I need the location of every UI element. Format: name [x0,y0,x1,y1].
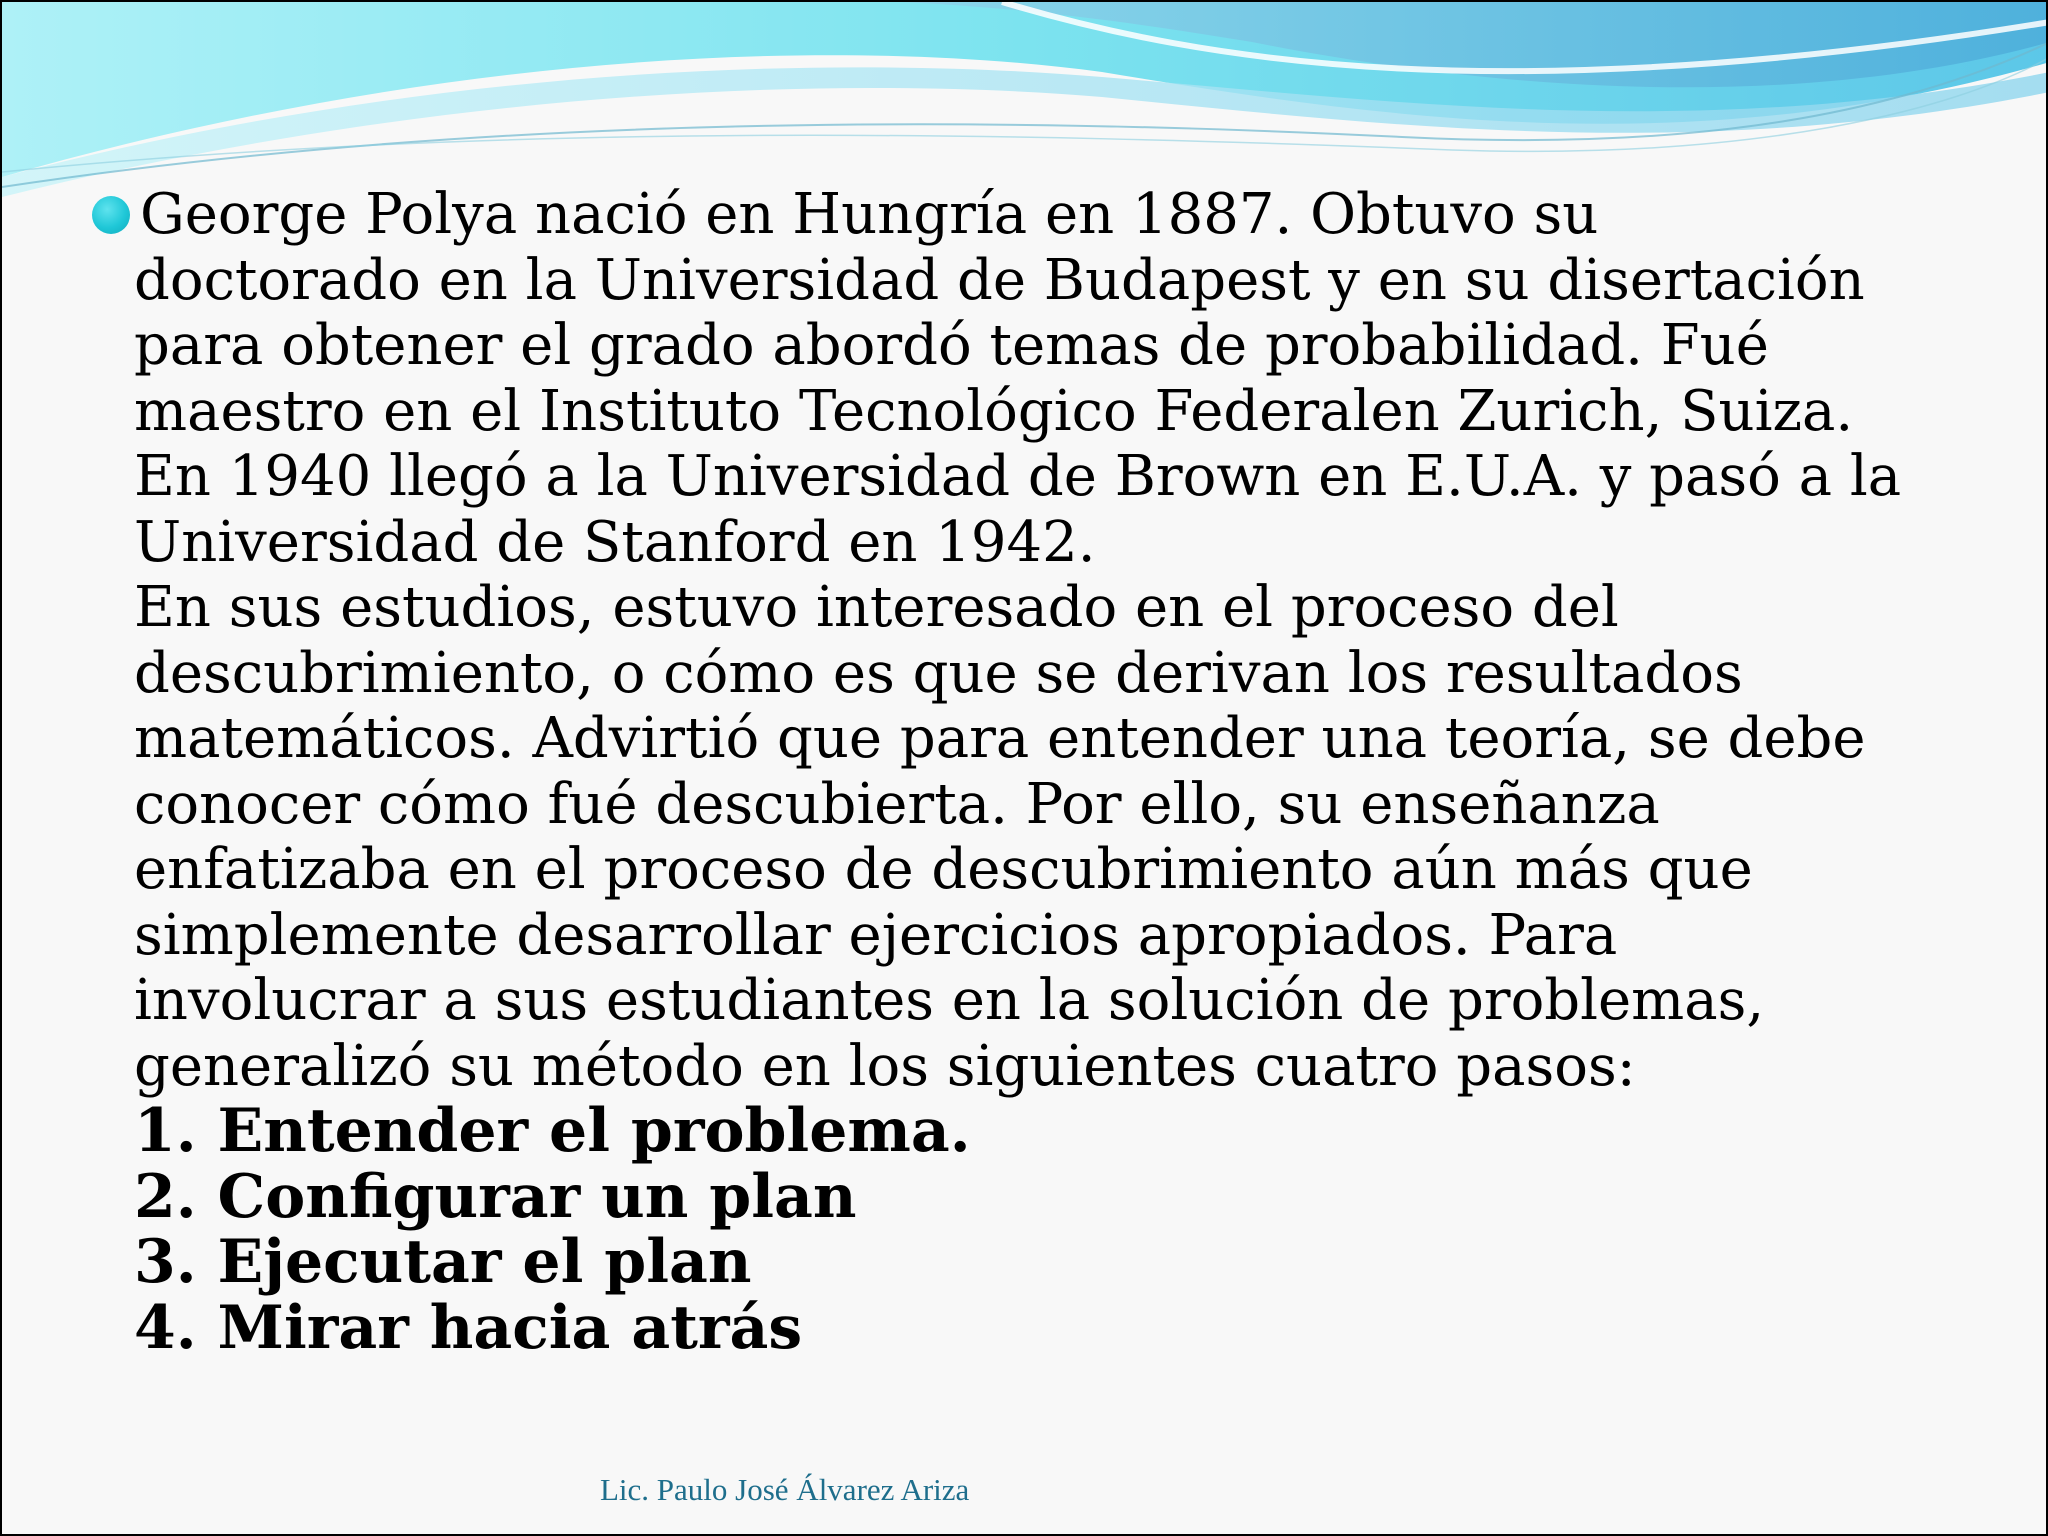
slide-content [92,182,1992,1361]
paragraph-line: doctorado en la Universidad de Budapest y en su disertación [134,247,1865,313]
step-item: 4. Mirar hacia atrás [134,1292,803,1363]
paragraph-line: involucrar a sus estudiantes en la solución de problemas, [134,968,1765,1033]
step-item: 3. Ejecutar el plan [134,1227,752,1297]
biography-paragraph [134,182,1992,1099]
paragraph-line: George Polya nació en Hungría en 1887. Obtuvo su [140,182,1599,247]
paragraph-line: enfatizaba en el proceso de descubrimiento aún más que [134,837,1753,902]
paragraph-line: simplemente desarrollar ejercicios apropiados. Para [134,902,1618,968]
steps-list [134,1096,1992,1363]
paragraph-line: Universidad de Stanford en 1942. [134,509,1096,575]
paragraph-line: descubrimiento, o cómo es que se derivan los resultados [134,640,1743,706]
paragraph-line: matemáticos. Advirtió que para entender una teoría, se debe [134,706,1866,771]
paragraph-line: generalizó su método en los siguientes cuatro pasos: [134,1033,1636,1099]
paragraph-line: maestro en el Instituto Tecnológico Federalen Zurich, Suiza. [134,378,1854,444]
paragraph-line: En 1940 llegó a la Universidad de Brown en E.U.A. y pasó a la [134,444,1902,509]
step-item: 2. Configurar un plan [134,1161,857,1232]
bullet-paragraph [92,182,1992,1361]
paragraph-line: En sus estudios, estuvo interesado en el proceso del [134,575,1619,640]
paragraph-line: conocer cómo fué descubierta. Por ello, su enseñanza [134,771,1660,837]
bullet-dot-icon [92,196,130,234]
step-item: 1. Entender el problema. [134,1096,971,1166]
footer-author: Lic. Paulo José Álvarez Ariza [600,1472,970,1507]
paragraph-line: para obtener el grado abordó temas de probabilidad. Fué [134,313,1769,378]
